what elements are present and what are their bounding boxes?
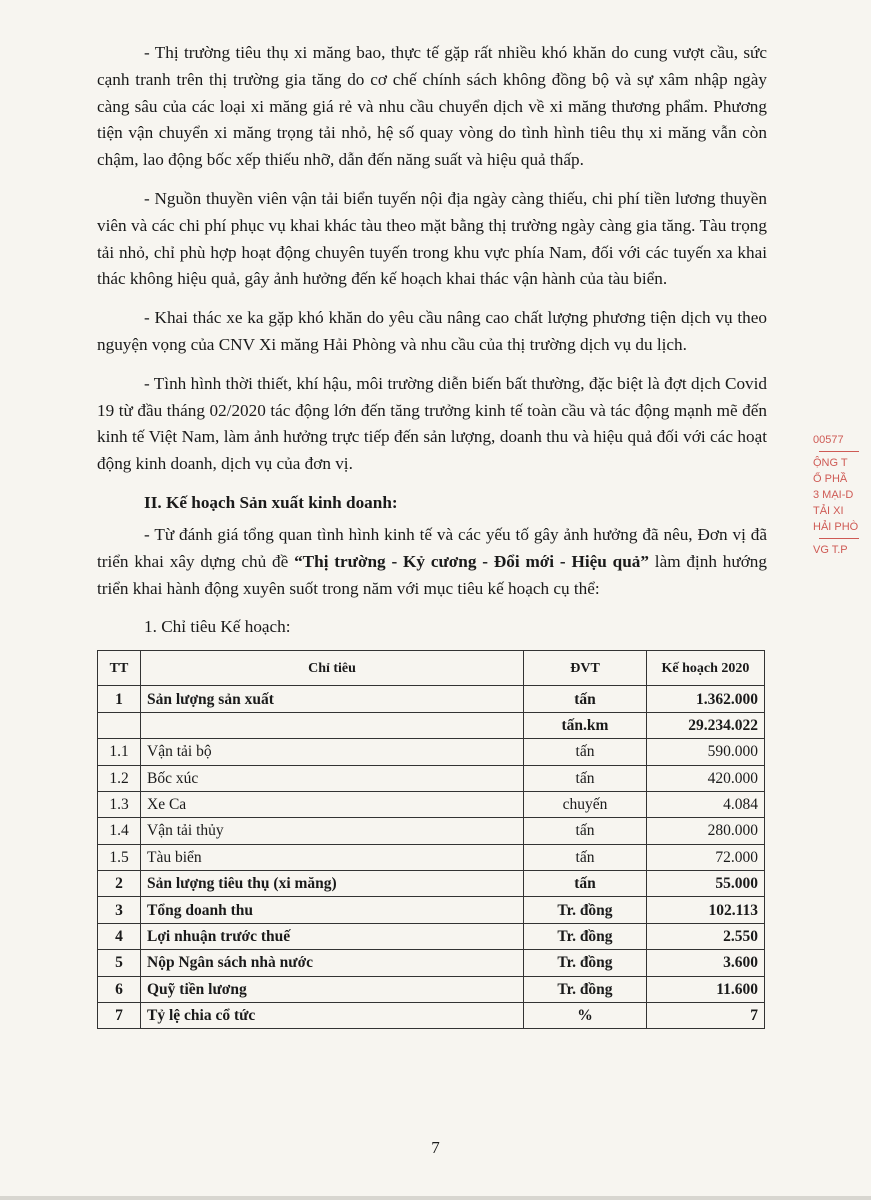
cell-tt: 6	[98, 976, 141, 1002]
cell-unit: Tr. đồng	[524, 976, 647, 1002]
table-header-row	[98, 651, 765, 686]
table-row	[98, 765, 765, 791]
plan-table	[97, 650, 765, 1029]
cell-tt: 4	[98, 923, 141, 949]
stamp-divider	[819, 538, 859, 539]
cell-tt: 2	[98, 871, 141, 897]
table-row	[98, 1003, 765, 1029]
cell-tt: 1.5	[98, 844, 141, 870]
cell-indicator: Sản lượng tiêu thụ (xi măng)	[141, 871, 524, 897]
table-row	[98, 923, 765, 949]
cell-unit: Tr. đồng	[524, 923, 647, 949]
cell-plan-value: 11.600	[647, 976, 765, 1002]
cell-unit: tấn	[524, 686, 647, 712]
cell-unit: tấn	[524, 739, 647, 765]
stamp-line: Ổ PHẦ	[813, 473, 848, 485]
cell-indicator: Bốc xúc	[141, 765, 524, 791]
cell-indicator: Xe Ca	[141, 791, 524, 817]
cell-plan-value: 590.000	[647, 739, 765, 765]
stamp-line: HẢI PHÒ	[813, 521, 859, 533]
cell-unit: %	[524, 1003, 647, 1029]
cell-indicator: Tổng doanh thu	[141, 897, 524, 923]
cell-indicator: Tỷ lệ chia cổ tức	[141, 1003, 524, 1029]
table-row	[98, 871, 765, 897]
cell-unit: tấn	[524, 765, 647, 791]
cell-indicator: Lợi nhuận trước thuế	[141, 923, 524, 949]
cell-indicator: Sản lượng sản xuất	[141, 686, 524, 712]
page-number: 7	[431, 1138, 440, 1157]
cell-unit: tấn	[524, 844, 647, 870]
cell-plan-value: 7	[647, 1003, 765, 1029]
header-unit: ĐVT	[524, 651, 647, 686]
cell-tt: 1	[98, 686, 141, 712]
table-row	[98, 897, 765, 923]
paragraph-cement-market: - Thị trường tiêu thụ xi măng bao, thực tế gặp rất nhiều khó khăn do cung vượt cầu, sức cạnh tranh trên thị trường gia tăng do cơ chế chính sách không đồng bộ và sự xâm nhập ngày càng sâu của các loại xi măng giá rẻ và nhu cầu chuyển dịch về xi măng thương phẩm. Phương tiện vận chuyển xi măng trọng tải nhỏ, hệ số quay vòng do tình hình tiêu thụ xi măng vẫn còn chậm, lao động bốc xếp thiếu nhỡ, dẫn đến năng suất và hiệu quả thấp.	[97, 43, 767, 170]
cell-plan-value: 102.113	[647, 897, 765, 923]
cell-tt: 1.3	[98, 791, 141, 817]
intro-paragraph	[97, 522, 767, 602]
stamp-line: TẢI XI	[813, 505, 844, 517]
cell-plan-value: 55.000	[647, 871, 765, 897]
cell-unit: chuyến	[524, 791, 647, 817]
cell-indicator: Vận tải bộ	[141, 739, 524, 765]
intro-theme: “Thị trường - Kỷ cương - Đổi mới - Hiệu quả”	[294, 551, 649, 571]
cell-plan-value: 2.550	[647, 923, 765, 949]
cell-indicator: Quỹ tiền lương	[141, 976, 524, 1002]
intro-before: - Từ đánh giá tổng quan tình hình kinh tế và các yếu tố gây ảnh hưởng đã nêu, Đơn vị đã triển khai xây dựng chủ đề	[97, 524, 767, 571]
cell-indicator	[141, 712, 524, 738]
stamp-line: 3 MẠI-D	[813, 489, 854, 501]
cell-unit: tấn	[524, 818, 647, 844]
table-row	[98, 950, 765, 976]
table-row	[98, 739, 765, 765]
cell-tt: 1.2	[98, 765, 141, 791]
document-page	[97, 40, 767, 1029]
cell-plan-value: 420.000	[647, 765, 765, 791]
cell-indicator: Nộp Ngân sách nhà nước	[141, 950, 524, 976]
red-stamp-fragment	[813, 432, 871, 602]
paragraph-sea-crew: - Nguồn thuyền viên vận tải biển tuyến nội địa ngày càng thiếu, chi phí tiền lương thuyền viên và các chi phí phục vụ khai khác tàu theo mặt bằng thị trường ngày càng gia tăng. Tàu trọng tải nhỏ, chỉ phù hợp hoạt động chuyên tuyến trong khu vực phía Nam, đối với các tuyến xa khai thác không hiệu quả, gây ảnh hưởng đến kế hoạch khai thác vận hành của tàu biển.	[97, 188, 767, 289]
cell-unit: Tr. đồng	[524, 950, 647, 976]
table-row	[98, 686, 765, 712]
table-row	[98, 844, 765, 870]
intro-after: làm định hướng triển khai hành động xuyên suốt trong năm với mục tiêu kế hoạch cụ thể:	[97, 551, 767, 598]
table-row	[98, 976, 765, 1002]
stamp-line: VG T.P	[813, 544, 848, 556]
scan-edge	[0, 1196, 871, 1200]
stamp-line: ỘNG T	[813, 457, 848, 469]
cell-tt: 3	[98, 897, 141, 923]
cell-tt	[98, 712, 141, 738]
cell-unit: tấn	[524, 871, 647, 897]
cell-tt: 1.1	[98, 739, 141, 765]
cell-tt: 7	[98, 1003, 141, 1029]
cell-indicator: Tàu biển	[141, 844, 524, 870]
cell-indicator: Vận tải thủy	[141, 818, 524, 844]
paragraph-covid-impact: - Tình hình thời thiết, khí hậu, môi trường diễn biến bất thường, đặc biệt là đợt dịch Covid 19 từ đầu tháng 02/2020 tác động lớn đến tăng trưởng kinh tế toàn cầu và tác động mạnh mẽ đến kinh tế Việt Nam, làm ảnh hưởng trực tiếp đến sản lượng, doanh thu và hiệu quả đối với các hoạt động kinh doanh, dịch vụ của đơn vị.	[97, 373, 767, 474]
cell-unit: tấn.km	[524, 712, 647, 738]
cell-unit: Tr. đồng	[524, 897, 647, 923]
cell-tt: 5	[98, 950, 141, 976]
table-row	[98, 818, 765, 844]
cell-plan-value: 29.234.022	[647, 712, 765, 738]
cell-tt: 1.4	[98, 818, 141, 844]
section-title: II. Kế hoạch Sản xuất kinh doanh:	[144, 492, 398, 512]
cell-plan-value: 4.084	[647, 791, 765, 817]
cell-plan-value: 72.000	[647, 844, 765, 870]
stamp-divider	[819, 451, 859, 452]
header-plan-2020: Kế hoạch 2020	[647, 651, 765, 686]
cell-plan-value: 3.600	[647, 950, 765, 976]
paragraph-bus-service: - Khai thác xe ka gặp khó khăn do yêu cầu nâng cao chất lượng phương tiện dịch vụ theo nguyện vọng của CNV Xi măng Hải Phòng và nhu cầu của thị trường dịch vụ du lịch.	[97, 308, 767, 354]
header-indicator: Chỉ tiêu	[141, 651, 524, 686]
header-tt: TT	[98, 651, 141, 686]
cell-plan-value: 280.000	[647, 818, 765, 844]
cell-plan-value: 1.362.000	[647, 686, 765, 712]
stamp-line: 00577	[813, 434, 844, 446]
table-row	[98, 712, 765, 738]
subheading-plan-targets: 1. Chỉ tiêu Kế hoạch:	[144, 617, 291, 637]
table-row	[98, 791, 765, 817]
table-body	[98, 686, 765, 1029]
